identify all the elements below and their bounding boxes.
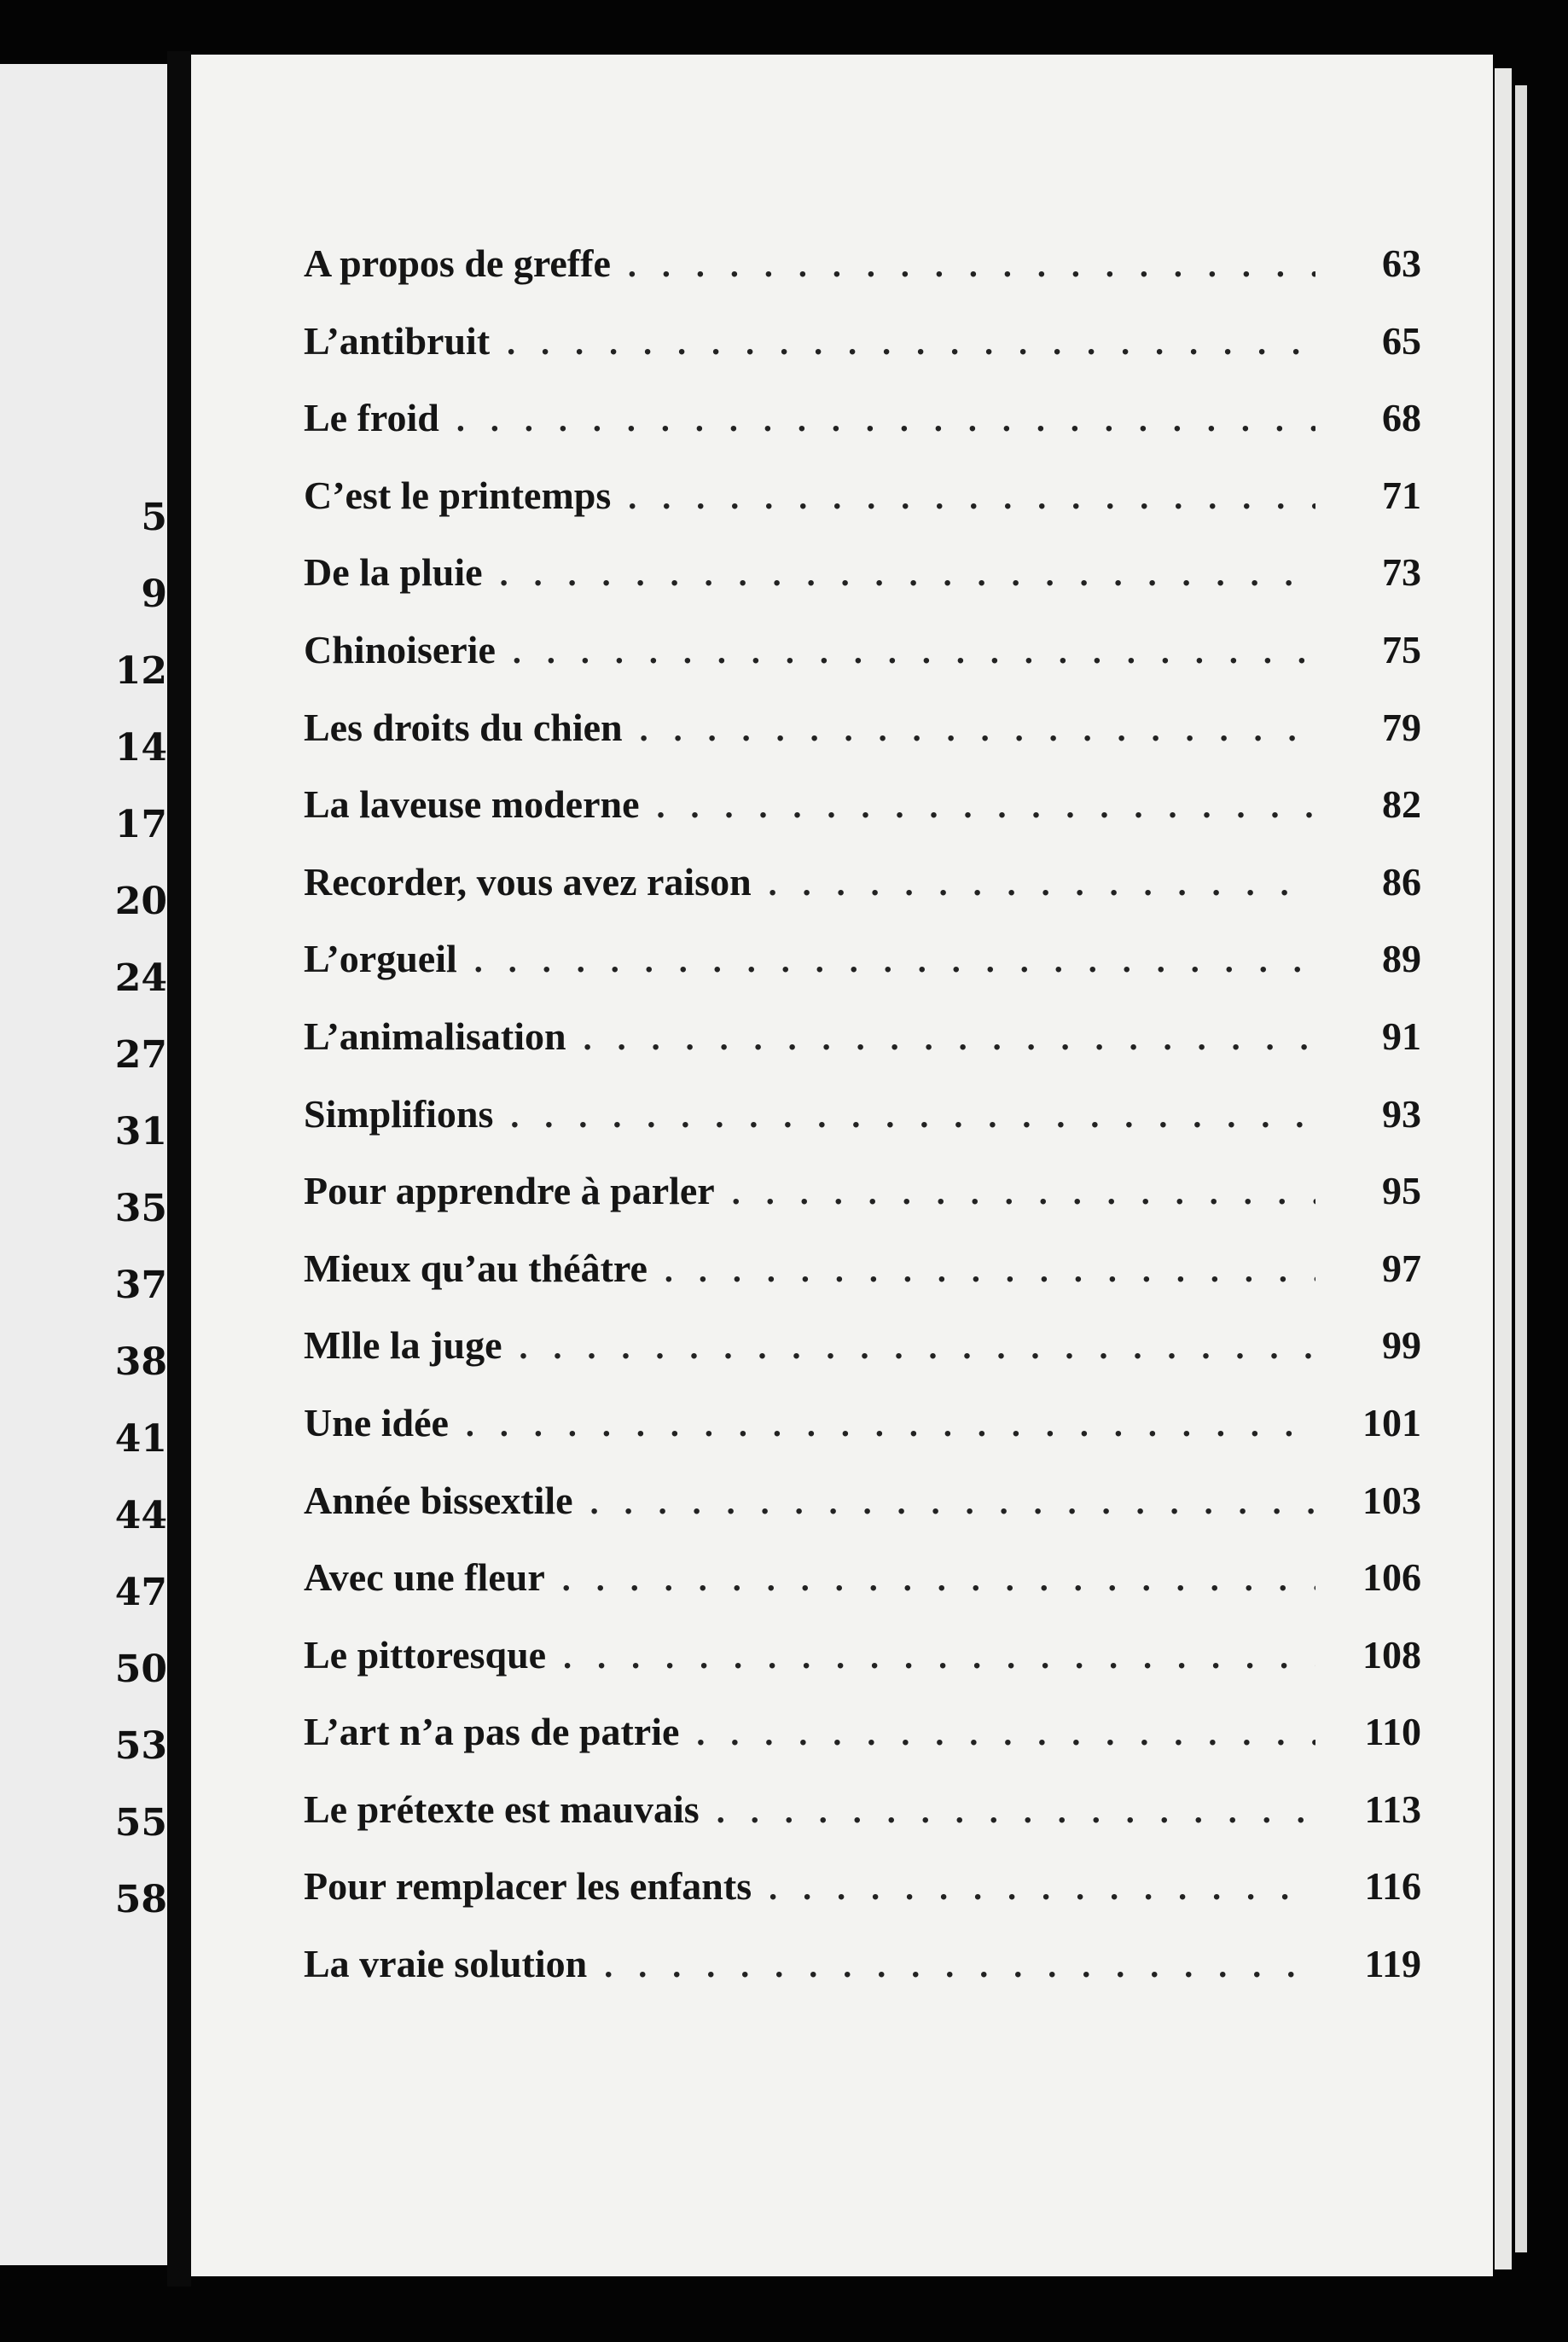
facing-page-number: 50 (114, 1648, 167, 1691)
toc-entry-page: 65 (1382, 318, 1421, 363)
toc-entry-title: A propos de greffe (304, 241, 611, 285)
facing-page-number: 9 (141, 572, 167, 616)
toc-entry (304, 1014, 1421, 1091)
toc-entry-page: 110 (1364, 1710, 1421, 1754)
facing-page-number: 41 (114, 1417, 167, 1461)
facing-page-number: 14 (114, 726, 167, 770)
toc-entry-title: Les droits du chien (304, 705, 623, 749)
toc-entry-title: C’est le printemps (304, 473, 612, 517)
facing-page-number: 47 (114, 1571, 167, 1614)
toc-entry-page: 82 (1382, 782, 1421, 827)
toc-entry (304, 1091, 1421, 1169)
dot-leader (456, 399, 1315, 439)
dot-leader (474, 940, 1315, 980)
toc-entry-page: 91 (1382, 1014, 1421, 1058)
toc-entry-title: Pour apprendre à parler (304, 1169, 715, 1213)
dot-leader (510, 1095, 1315, 1136)
dot-leader (500, 554, 1315, 594)
toc-entry (304, 1941, 1421, 2019)
toc-entry (304, 1168, 1421, 1246)
facing-page-number: 12 (114, 649, 167, 693)
toc-entry (304, 859, 1421, 937)
facing-page-number: 20 (114, 880, 167, 923)
toc-entry-title: De la pluie (304, 550, 483, 595)
toc-entry (304, 627, 1421, 705)
toc-entry (304, 549, 1421, 627)
table-of-contents-page (191, 55, 1493, 2276)
toc-entry-title: Le prétexte est mauvais (304, 1787, 700, 1831)
dot-leader (563, 1636, 1315, 1677)
toc-entry-title: L’orgueil (304, 937, 457, 981)
dot-leader (696, 1713, 1315, 1753)
toc-entry-title: L’antibruit (304, 318, 491, 363)
toc-entry (304, 1322, 1421, 1400)
toc-entry (304, 1400, 1421, 1478)
facing-page-number: 35 (114, 1187, 167, 1230)
facing-page-number: 24 (114, 956, 167, 1000)
toc-entry (304, 318, 1421, 396)
toc-entry-title: La laveuse moderne (304, 782, 640, 827)
facing-page-number: 38 (114, 1340, 167, 1384)
dot-leader (507, 323, 1315, 363)
facing-page-number: 27 (114, 1033, 167, 1077)
page-gutter (167, 51, 191, 2287)
toc-entry-page: 86 (1382, 859, 1421, 904)
toc-entry (304, 241, 1421, 318)
toc-entry (304, 705, 1421, 782)
toc-entry-page: 73 (1382, 550, 1421, 595)
toc-entry-page: 113 (1364, 1787, 1421, 1831)
facing-page-number: 44 (114, 1494, 167, 1537)
facing-page-number: 55 (114, 1801, 167, 1845)
toc-entry-title: Mieux qu’au théâtre (304, 1246, 648, 1290)
toc-entry-page: 71 (1382, 473, 1421, 517)
toc-entry-title: L’art n’a pas de patrie (304, 1710, 680, 1754)
toc-entry (304, 1787, 1421, 1864)
facing-page-number: 31 (114, 1110, 167, 1154)
toc-entry (304, 1555, 1421, 1632)
toc-entry-title: La vraie solution (304, 1942, 588, 1986)
dot-leader (628, 477, 1315, 517)
facing-page-number: 17 (114, 803, 167, 846)
toc-entry-page: 103 (1362, 1478, 1421, 1522)
dot-leader (717, 1791, 1315, 1831)
toc-entry-page: 101 (1362, 1400, 1421, 1444)
dot-leader (769, 1868, 1315, 1908)
facing-page (0, 64, 167, 2265)
toc-entry-title: Avec une fleur (304, 1555, 545, 1600)
toc-entry-page: 63 (1382, 241, 1421, 285)
page-edge (1495, 68, 1512, 2269)
page-edge (1515, 85, 1527, 2252)
dot-leader (732, 1172, 1315, 1212)
dot-leader (520, 1327, 1316, 1367)
dot-leader (590, 1482, 1315, 1522)
toc-entry-title: Recorder, vous avez raison (304, 859, 752, 904)
toc-entry-page: 68 (1382, 396, 1421, 440)
dot-leader (604, 1945, 1315, 1985)
toc-entry (304, 1863, 1421, 1941)
toc-entry-title: Chinoiserie (304, 627, 496, 671)
facing-page-number: 53 (114, 1724, 167, 1768)
toc-entry-title: L’animalisation (304, 1014, 566, 1058)
toc-entry-page: 79 (1382, 705, 1421, 749)
toc-entry (304, 1478, 1421, 1555)
table-of-contents (304, 241, 1421, 2019)
facing-page-number: 37 (114, 1264, 167, 1307)
toc-entry (304, 1709, 1421, 1787)
dot-leader (466, 1404, 1315, 1444)
toc-entry-title: Année bissextile (304, 1478, 573, 1522)
toc-entry-page: 99 (1382, 1323, 1421, 1368)
toc-entry-page: 97 (1382, 1246, 1421, 1290)
dot-leader (769, 863, 1315, 904)
dot-leader (640, 709, 1315, 749)
dot-leader (513, 631, 1315, 671)
toc-entry-title: Pour remplacer les enfants (304, 1864, 752, 1909)
toc-entry (304, 782, 1421, 859)
toc-entry-page: 95 (1382, 1169, 1421, 1213)
dot-leader (628, 245, 1315, 285)
toc-entry-title: Le froid (304, 396, 439, 440)
toc-entry (304, 395, 1421, 473)
toc-entry (304, 1632, 1421, 1710)
toc-entry-page: 108 (1362, 1632, 1421, 1677)
toc-entry-title: Le pittoresque (304, 1632, 547, 1677)
toc-entry (304, 1246, 1421, 1323)
facing-page-number: 5 (141, 496, 167, 539)
toc-entry-page: 75 (1382, 627, 1421, 671)
toc-entry-page: 119 (1364, 1942, 1421, 1986)
dot-leader (584, 1018, 1315, 1058)
toc-entry-page: 106 (1362, 1555, 1421, 1600)
toc-entry-page: 89 (1382, 937, 1421, 981)
toc-entry (304, 936, 1421, 1014)
toc-entry-page: 93 (1382, 1091, 1421, 1136)
dot-leader (657, 786, 1315, 826)
facing-page-number: 58 (114, 1878, 167, 1921)
toc-entry-page: 116 (1364, 1864, 1421, 1909)
dot-leader (562, 1559, 1315, 1599)
toc-entry-title: Mlle la juge (304, 1323, 502, 1368)
dot-leader (665, 1250, 1315, 1290)
toc-entry (304, 473, 1421, 550)
toc-entry-title: Simplifions (304, 1091, 494, 1136)
toc-entry-title: Une idée (304, 1400, 449, 1444)
